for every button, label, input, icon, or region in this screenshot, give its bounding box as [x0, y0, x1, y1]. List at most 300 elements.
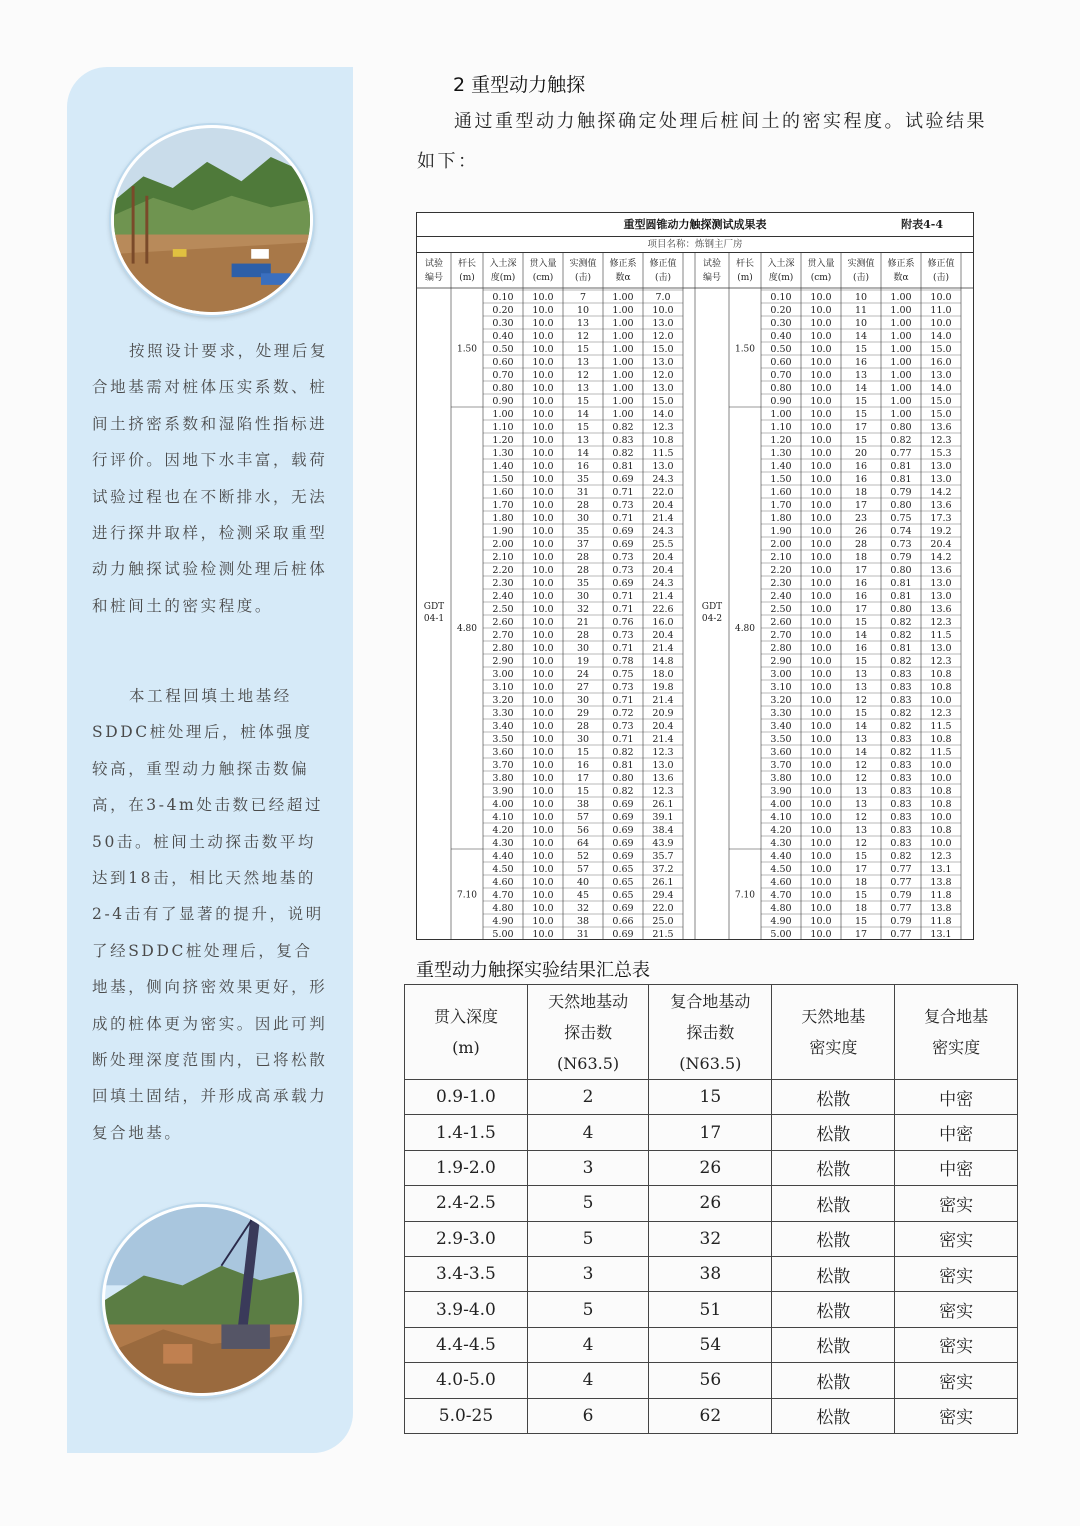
scan-cell: 0.69 [612, 539, 634, 550]
summary-header-line: 天然地基动 [548, 991, 629, 1011]
scan-header-line: 实测值 [569, 259, 597, 269]
scan-cell: 10.0 [810, 734, 832, 745]
scan-cell: 10.0 [532, 500, 554, 511]
scan-cell: 12 [854, 838, 868, 849]
summary-cell: 松散 [772, 1080, 895, 1115]
scan-cell: 10.0 [532, 929, 554, 940]
scan-cell: 28 [576, 500, 590, 511]
scan-cell: 10.0 [810, 461, 832, 472]
summary-row [405, 1221, 1018, 1256]
scan-cell: 0.80 [612, 773, 634, 784]
scan-cell: 10.0 [810, 799, 832, 810]
scan-cell: 2.60 [770, 617, 792, 628]
scan-cell: 10.0 [532, 578, 554, 589]
scan-cell: 10.0 [532, 604, 554, 615]
scan-cell: 11.8 [930, 916, 952, 927]
scan-cell: 22.0 [652, 487, 674, 498]
scan-cell: 3.50 [492, 734, 514, 745]
scan-cell: 14.0 [930, 383, 952, 394]
scan-cell: 10.0 [810, 773, 832, 784]
scan-cell: 0.77 [890, 448, 912, 459]
summary-header-line: 贯入深度 [433, 1007, 498, 1026]
scan-cell: 12.0 [652, 331, 674, 342]
scan-cell: 13.6 [930, 604, 952, 615]
scan-cell: 10.0 [930, 838, 952, 849]
summary-cell: 松散 [772, 1256, 895, 1291]
scan-cell: 0.77 [890, 903, 912, 914]
scan-cell: 27 [576, 682, 590, 693]
scan-cell: 2.90 [770, 656, 792, 667]
scan-cell: 3.80 [492, 773, 514, 784]
scan-cell: 21.4 [652, 591, 674, 602]
scan-cell: 39.1 [652, 812, 674, 823]
scan-cell: 2.40 [492, 591, 514, 602]
scan-cell: 15.0 [930, 396, 952, 407]
summary-cell: 6 [527, 1398, 648, 1433]
scan-cell: 10.0 [532, 786, 554, 797]
summary-header-line: 复合地基动 [670, 991, 751, 1011]
scan-cell: 0.83 [890, 773, 912, 784]
scan-cell: 2.90 [492, 656, 514, 667]
scan-cell: 13 [854, 682, 868, 693]
scan-header-line: (击) [574, 273, 592, 283]
scan-cell: 10.0 [532, 331, 554, 342]
scan-cell: 14.8 [652, 656, 674, 667]
scan-cell: 10.0 [930, 760, 952, 771]
scan-cell: 57 [576, 864, 590, 875]
scan-table-title: 重型圆锥动力触探测试成果表 [623, 218, 767, 231]
scan-cell: 13.1 [930, 864, 952, 875]
summary-header-3 [649, 985, 772, 1080]
summary-cell: 5 [527, 1292, 648, 1327]
scan-cell: 14 [854, 331, 868, 342]
scan-cell: 12 [576, 331, 590, 342]
scan-cell: 1.50 [492, 474, 514, 485]
scan-cell: 1.00 [612, 370, 634, 381]
scan-cell: 3.70 [492, 760, 514, 771]
scan-cell: 10.0 [810, 890, 832, 901]
scan-cell: 30 [576, 513, 590, 524]
scan-cell: 21.4 [652, 734, 674, 745]
scan-cell: 10.0 [532, 461, 554, 472]
scan-cell: 4.10 [492, 812, 514, 823]
scan-cell: 13 [576, 357, 590, 368]
scan-cell: 10.0 [810, 747, 832, 758]
construction-site-photo-top [111, 125, 313, 315]
scan-header-line: 修正值 [927, 259, 955, 269]
summary-header-line: 天然地基 [801, 1007, 866, 1026]
scan-cell: 10.0 [532, 656, 554, 667]
scan-header-line: 修正值 [649, 259, 677, 269]
scan-cell: 3.20 [770, 695, 792, 706]
scan-cell: 0.71 [612, 643, 634, 654]
scan-cell: 10.0 [810, 656, 832, 667]
scanned-result-table [416, 212, 974, 940]
scan-cell: 10.0 [810, 903, 832, 914]
scan-cell: 3.40 [492, 721, 514, 732]
summary-header-2 [527, 985, 648, 1080]
scan-cell: 3.30 [770, 708, 792, 719]
scan-cell: 0.81 [890, 591, 912, 602]
scan-cell: 0.82 [890, 747, 912, 758]
scan-cell: 10.8 [930, 786, 952, 797]
scan-cell: 26 [854, 526, 868, 537]
summary-cell: 38 [649, 1256, 772, 1291]
scan-cell: 4.70 [492, 890, 514, 901]
scan-cell: 13.6 [930, 422, 952, 433]
scan-cell: 35 [576, 578, 590, 589]
scan-cell: 10.0 [810, 422, 832, 433]
scan-cell: 0.73 [612, 552, 634, 563]
scan-cell: 10.0 [810, 331, 832, 342]
scan-cell: 1.00 [890, 383, 912, 394]
summary-header-line: (N63.5) [557, 1053, 620, 1073]
scan-header-line: (cm) [532, 273, 554, 283]
scan-cell: 16 [854, 357, 868, 368]
scan-cell: 15 [854, 409, 868, 420]
scan-cell: 4.20 [492, 825, 514, 836]
scan-cell: 30 [576, 643, 590, 654]
scan-cell: 10.0 [810, 565, 832, 576]
scan-cell: 0.81 [612, 760, 634, 771]
scan-cell: 10.0 [532, 721, 554, 732]
scan-cell: 10.0 [532, 565, 554, 576]
scan-cell: 13 [576, 318, 590, 329]
scan-cell: 5.00 [770, 929, 792, 940]
scan-cell: 21.4 [652, 643, 674, 654]
scan-cell: 3.30 [492, 708, 514, 719]
scan-cell: 0.75 [890, 513, 912, 524]
scan-cell: 11.5 [930, 630, 952, 641]
scan-cell: 10.0 [532, 318, 554, 329]
scan-cell: 10.0 [810, 929, 832, 940]
scan-cell: 17 [854, 929, 868, 940]
scan-cell: 10.0 [810, 305, 832, 316]
scan-cell: 38 [576, 916, 590, 927]
scan-cell: 0.83 [890, 786, 912, 797]
scan-cell: 13.8 [930, 903, 952, 914]
scan-cell: 0.82 [890, 435, 912, 446]
scan-cell: 10.0 [532, 474, 554, 485]
scan-cell: 1.90 [492, 526, 514, 537]
scan-cell: 0.79 [890, 890, 912, 901]
scan-cell: 21.4 [652, 513, 674, 524]
scan-cell: 16 [854, 591, 868, 602]
scan-cell: 17.3 [930, 513, 952, 524]
summary-cell: 0.9-1.0 [405, 1080, 528, 1115]
scan-cell: 14 [854, 721, 868, 732]
scan-cell: 35 [576, 526, 590, 537]
summary-row [405, 1292, 1018, 1327]
scan-cell: 2.60 [492, 617, 514, 628]
scan-header-line: 杆长 [457, 259, 477, 269]
scan-cell: 10.0 [532, 487, 554, 498]
summary-cell: 5.0-25 [405, 1398, 528, 1433]
scan-cell: 1.30 [770, 448, 792, 459]
scan-cell: 3.90 [492, 786, 514, 797]
scan-cell: 0.69 [612, 825, 634, 836]
scan-cell: 12.3 [930, 617, 952, 628]
summary-row [405, 1186, 1018, 1221]
scan-cell: 1.00 [612, 318, 634, 329]
scan-cell: 2.70 [492, 630, 514, 641]
scan-cell: 0.83 [890, 734, 912, 745]
scan-cell: 37 [576, 539, 590, 550]
summary-table [404, 984, 1018, 1434]
scan-cell: 0.74 [890, 526, 912, 537]
scan-cell: 15 [854, 851, 868, 862]
scan-header-line: 贯入量 [807, 259, 835, 269]
scan-cell: 13 [854, 734, 868, 745]
scan-cell: 10.0 [810, 604, 832, 615]
scan-cell: 10.0 [810, 721, 832, 732]
scan-cell: 10.0 [532, 357, 554, 368]
summary-cell: 54 [649, 1327, 772, 1362]
scan-cell: 3.00 [770, 669, 792, 680]
scan-cell: 4.40 [492, 851, 514, 862]
scan-cell: 2.20 [770, 565, 792, 576]
scan-cell: 13 [576, 435, 590, 446]
scan-cell: 10.0 [810, 448, 832, 459]
scan-cell: 19 [576, 656, 590, 667]
scan-cell: 16 [576, 461, 590, 472]
scan-cell: 0.20 [492, 305, 514, 316]
scan-cell: 16.0 [930, 357, 952, 368]
scan-cell: 10.0 [810, 344, 832, 355]
scan-cell: 10.8 [930, 669, 952, 680]
summary-cell: 松散 [772, 1292, 895, 1327]
scan-cell: 12.3 [930, 656, 952, 667]
scan-cell: 0.69 [612, 903, 634, 914]
scan-cell: 4.10 [770, 812, 792, 823]
scan-cell: 0.77 [890, 929, 912, 940]
scan-cell: 2.80 [492, 643, 514, 654]
scan-cell: 14 [854, 630, 868, 641]
scan-cell: 3.60 [770, 747, 792, 758]
scan-cell: 10.0 [532, 617, 554, 628]
scan-cell: 10.8 [652, 435, 674, 446]
summary-cell: 密实 [895, 1221, 1018, 1256]
scan-cell: 28 [576, 721, 590, 732]
scan-cell: 20 [854, 448, 868, 459]
scan-cell: 1.20 [492, 435, 514, 446]
scan-cell: 1.10 [492, 422, 514, 433]
scan-cell: 10.0 [810, 682, 832, 693]
summary-cell: 密实 [895, 1327, 1018, 1362]
scan-cell: 13.6 [930, 565, 952, 576]
scan-cell: 15.0 [930, 344, 952, 355]
scan-cell: 10 [854, 292, 868, 303]
scan-cell: 3.80 [770, 773, 792, 784]
scan-cell: 10.0 [810, 708, 832, 719]
scan-cell: 0.83 [890, 812, 912, 823]
scan-cell: 12 [854, 760, 868, 771]
scan-cell: 18 [854, 552, 868, 563]
scan-cell: 12 [854, 812, 868, 823]
scan-cell: 11.0 [930, 305, 952, 316]
scan-header-line: 入土深 [767, 259, 795, 269]
scan-cell: 1.00 [612, 357, 634, 368]
scan-cell: 10.0 [930, 812, 952, 823]
scan-cell: 10.0 [810, 760, 832, 771]
summary-cell: 3 [527, 1150, 648, 1185]
scan-cell: 1.00 [492, 409, 514, 420]
summary-cell: 中密 [895, 1115, 1018, 1150]
scan-cell: 3.90 [770, 786, 792, 797]
scan-cell: 32 [576, 903, 590, 914]
scan-cell: 0.65 [612, 890, 634, 901]
scan-cell: 20.4 [652, 565, 674, 576]
scan-cell: 10.0 [810, 630, 832, 641]
scan-cell: 1.00 [612, 331, 634, 342]
scan-cell: 10.0 [532, 903, 554, 914]
scan-cell: 1.00 [612, 292, 634, 303]
scan-cell: 10.8 [930, 825, 952, 836]
scan-cell: 0.78 [612, 656, 634, 667]
scan-cell: 13 [854, 825, 868, 836]
scan-cell: 0.81 [890, 474, 912, 485]
scan-cell: 1.00 [890, 318, 912, 329]
scan-cell: 19.8 [652, 682, 674, 693]
scan-cell: 29.4 [652, 890, 674, 901]
scan-cell: 0.60 [770, 357, 792, 368]
scan-cell: 14 [854, 383, 868, 394]
scan-cell: 10.0 [532, 773, 554, 784]
scan-cell: 4.70 [770, 890, 792, 901]
scan-cell: 4.30 [492, 838, 514, 849]
scan-cell: 0.80 [890, 604, 912, 615]
scan-cell: 0.10 [770, 292, 792, 303]
scan-cell: 10.0 [532, 825, 554, 836]
scan-cell: 10.0 [532, 682, 554, 693]
scan-cell: 10.0 [810, 864, 832, 875]
scan-cell: 10.0 [810, 526, 832, 537]
summary-cell: 松散 [772, 1363, 895, 1398]
scan-cell: 0.65 [612, 877, 634, 888]
scan-cell: 24.3 [652, 474, 674, 485]
scan-cell: 0.81 [890, 578, 912, 589]
scan-cell: 0.76 [612, 617, 634, 628]
scan-cell: 0.69 [612, 474, 634, 485]
summary-cell: 4 [527, 1115, 648, 1150]
scan-cell: 0.77 [890, 864, 912, 875]
scan-cell: 0.83 [890, 682, 912, 693]
scan-cell: 0.83 [612, 435, 634, 446]
summary-cell: 松散 [772, 1150, 895, 1185]
scan-header-line: 入土深 [489, 259, 517, 269]
summary-row [405, 1080, 1018, 1115]
scan-cell: 0.82 [612, 448, 634, 459]
scan-cell: 24.3 [652, 526, 674, 537]
scan-table-ref: 附表4-4 [901, 218, 943, 231]
scan-cell: 3.40 [770, 721, 792, 732]
scan-cell: 1.40 [492, 461, 514, 472]
scan-cell: 15 [854, 617, 868, 628]
summary-cell: 26 [649, 1186, 772, 1221]
scan-cell: 15 [576, 786, 590, 797]
scan-cell: 15 [854, 890, 868, 901]
scan-cell: 1.00 [890, 357, 912, 368]
summary-cell: 中密 [895, 1080, 1018, 1115]
test-id-label: GDT [701, 602, 723, 612]
scan-cell: 0.90 [492, 396, 514, 407]
scan-cell: 13.0 [930, 591, 952, 602]
scan-cell: 3.20 [492, 695, 514, 706]
scan-cell: 10.0 [810, 357, 832, 368]
summary-cell: 62 [649, 1398, 772, 1433]
scan-header-line: (cm) [810, 273, 832, 283]
scan-cell: 1.00 [890, 344, 912, 355]
sidebar-text-1: 按照设计要求，处理后复合地基需对桩体压实系数、桩间土挤密系数和湿陷性指标进行评价。因地下水丰富，载荷试验过程也在不断排水，无法进行探井取样，检测采取重型动力触探试验检测处理后桩体和桩间土的密实程度。 [92, 342, 329, 615]
scan-cell: 13.0 [652, 318, 674, 329]
scan-cell: 10.0 [930, 773, 952, 784]
scan-cell: 12 [576, 370, 590, 381]
scan-cell: 4.50 [492, 864, 514, 875]
scan-cell: 10.0 [810, 552, 832, 563]
sidebar-paragraph-2 [92, 678, 330, 1151]
scan-cell: 56 [576, 825, 590, 836]
scan-cell: 12 [854, 695, 868, 706]
scan-cell: 15.0 [652, 396, 674, 407]
scan-header-line: 编号 [424, 273, 444, 283]
scan-cell: 23 [854, 513, 868, 524]
scan-cell: 2.10 [492, 552, 514, 563]
summary-header-row [405, 985, 1018, 1080]
scan-cell: 0.80 [492, 383, 514, 394]
scan-cell: 0.69 [612, 526, 634, 537]
scan-cell: 25.0 [652, 916, 674, 927]
scan-cell: 10.0 [810, 500, 832, 511]
scan-cell: 10.0 [810, 435, 832, 446]
summary-cell: 密实 [895, 1363, 1018, 1398]
scan-cell: 10.0 [532, 669, 554, 680]
scan-cell: 16 [854, 474, 868, 485]
scan-cell: 14.0 [652, 409, 674, 420]
scan-cell: 10.0 [810, 487, 832, 498]
scan-cell: 37.2 [652, 864, 674, 875]
scan-cell: 32 [576, 604, 590, 615]
summary-cell: 15 [649, 1080, 772, 1115]
scan-cell: 10.0 [532, 409, 554, 420]
scan-cell: 10.0 [810, 916, 832, 927]
scan-cell: 0.75 [612, 669, 634, 680]
scan-cell: 1.00 [890, 409, 912, 420]
scan-cell: 13.0 [930, 474, 952, 485]
scan-cell: 0.83 [890, 669, 912, 680]
scan-cell: 15 [854, 396, 868, 407]
summary-cell: 密实 [895, 1256, 1018, 1291]
rod-length-label: 1.50 [456, 344, 478, 355]
scan-cell: 10.0 [532, 643, 554, 654]
scan-cell: 10.0 [532, 747, 554, 758]
scan-cell: 10.0 [532, 916, 554, 927]
scan-cell: 28 [576, 552, 590, 563]
scan-cell: 0.71 [612, 695, 634, 706]
scan-cell: 22.0 [652, 903, 674, 914]
scan-cell: 0.83 [890, 760, 912, 771]
scan-cell: 4.20 [770, 825, 792, 836]
scan-cell: 15.0 [930, 409, 952, 420]
scan-cell: 12 [854, 773, 868, 784]
scan-cell: 3.50 [770, 734, 792, 745]
scan-header-line: 试验 [702, 259, 722, 269]
scan-cell: 11.5 [652, 448, 674, 459]
scan-cell: 0.50 [770, 344, 792, 355]
scan-cell: 10.0 [532, 292, 554, 303]
scan-cell: 1.00 [890, 305, 912, 316]
scan-cell: 0.20 [770, 305, 792, 316]
scan-cell: 35 [576, 474, 590, 485]
